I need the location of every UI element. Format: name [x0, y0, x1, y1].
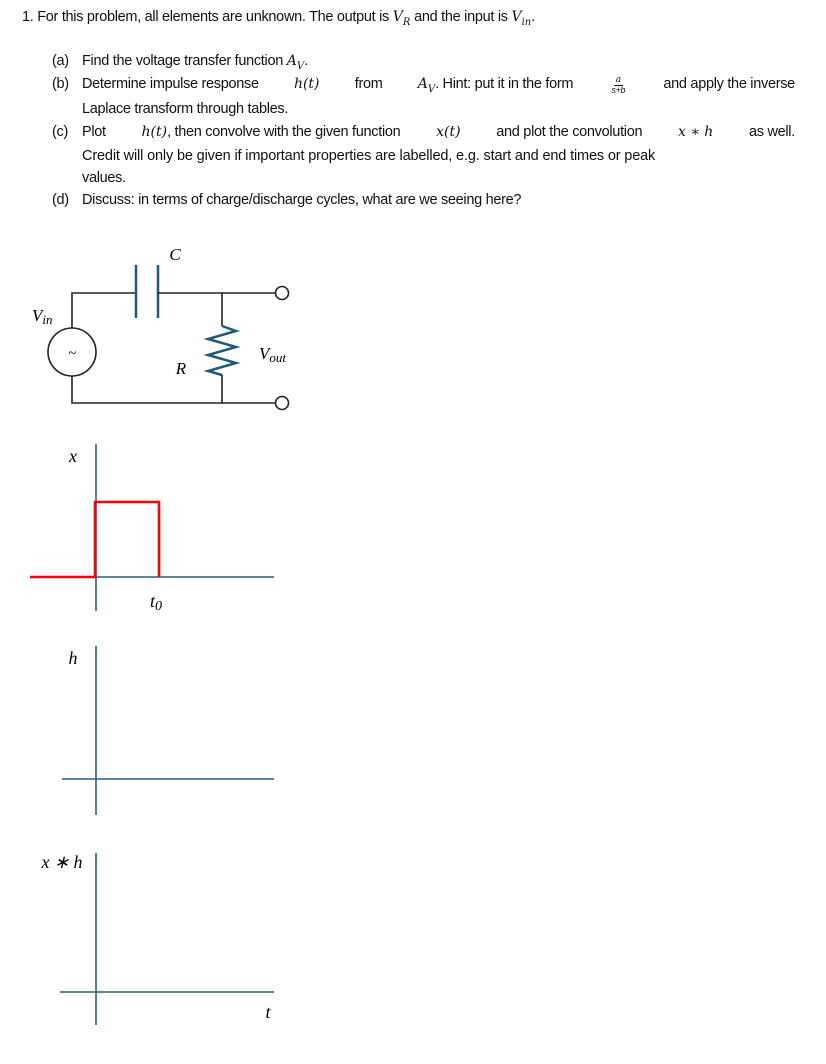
x-pulse-signal: [30, 502, 159, 577]
part-b-hint: . Hint: put it in the form: [435, 76, 574, 92]
part-b-label: (b): [52, 76, 69, 92]
problem-page: 1. For this problem, all elements are unknown. The output is $V_R$ and the input is $V_{in}$. (a) Find the voltage transfer function $A_V$. (b) Determine impulse response h(t) from $A_V$. Hint: put it in the form $\frac{a}{s+b}$ and apply the inverse Laplace transform through tables. (c) Plot h(t), then convolve with the given function x(t) and plot the convolution x ∗ h as well. Credit will only be given if important properties are labelled, e.g. start and end times or peak values. (d) Discuss: in terms of charge/discharge cycles, what are we seeing here? ~ C R Vin Vout x t0 h x ∗ h t: [0, 0, 826, 1064]
x-plot: [96, 444, 274, 611]
resistor-zigzag: [208, 326, 236, 375]
part-b-text-2: from: [354, 76, 383, 92]
part-c-label: (c): [52, 124, 69, 140]
hint-fraction: $\frac{a}{s+b}$: [611, 75, 626, 95]
source-symbol: ~: [67, 346, 77, 362]
wire-top-left: [72, 293, 136, 328]
part-c-line3: values.: [82, 170, 126, 186]
convolution-symbol: x ∗ h: [677, 124, 714, 140]
t0-label: t0: [150, 591, 163, 614]
conv-plot-label: x ∗ h: [41, 852, 83, 872]
capacitor-label: C: [169, 245, 181, 264]
rc-circuit: [48, 265, 289, 410]
output-terminal-bottom: [276, 397, 289, 410]
part-a-label: (a): [52, 53, 69, 69]
part-b-text: Determine impulse response: [82, 76, 259, 92]
part-c-text-4: as well.: [749, 124, 795, 140]
av-symbol: $A_V$: [417, 76, 436, 95]
output-terminal-top: [276, 287, 289, 300]
convolution-plot: [60, 853, 274, 1025]
resistor-label: R: [175, 359, 187, 378]
part-c-text: Plot: [82, 124, 106, 140]
part-c-text-3: and plot the convolution: [496, 124, 643, 140]
part-d-label: (d): [52, 192, 69, 208]
vout-label: Vout: [259, 344, 287, 365]
h-plot: [62, 646, 274, 815]
x-symbol: x(t): [436, 124, 461, 140]
vin-label: Vin: [32, 306, 53, 327]
part-c-line2: Credit will only be given if important properties are labelled, e.g. start and end times or peak: [82, 148, 656, 164]
h-plot-label: h: [68, 648, 78, 668]
h-symbol: h(t): [293, 76, 320, 92]
part-d-text: Discuss: in terms of charge/discharge cycles, what are we seeing here?: [82, 192, 522, 208]
problem-number: 1.: [22, 9, 34, 25]
vr-symbol: $V_R$: [392, 9, 411, 28]
part-b-line2: Laplace transform through tables.: [82, 101, 289, 117]
av-symbol: $A_V$: [286, 53, 305, 72]
intro-text-2: and the input is: [414, 9, 508, 25]
intro-text: For this problem, all elements are unknown. The output is: [37, 9, 390, 25]
vin-symbol: $V_{in}$: [511, 9, 532, 28]
part-b-text-4: and apply the inverse: [663, 76, 795, 92]
part-a-text: Find the voltage transfer function: [82, 53, 283, 69]
t-axis-label: t: [265, 1002, 271, 1022]
part-c-text-2: , then convolve with the given function: [167, 124, 401, 140]
problem-statement: 1. For this problem, all elements are unknown. The output is $V_R$ and the input is $V_{in}$.: [22, 9, 535, 28]
x-plot-label: x: [69, 446, 77, 466]
wire-bottom: [72, 376, 275, 403]
h-symbol: h(t): [141, 124, 168, 140]
